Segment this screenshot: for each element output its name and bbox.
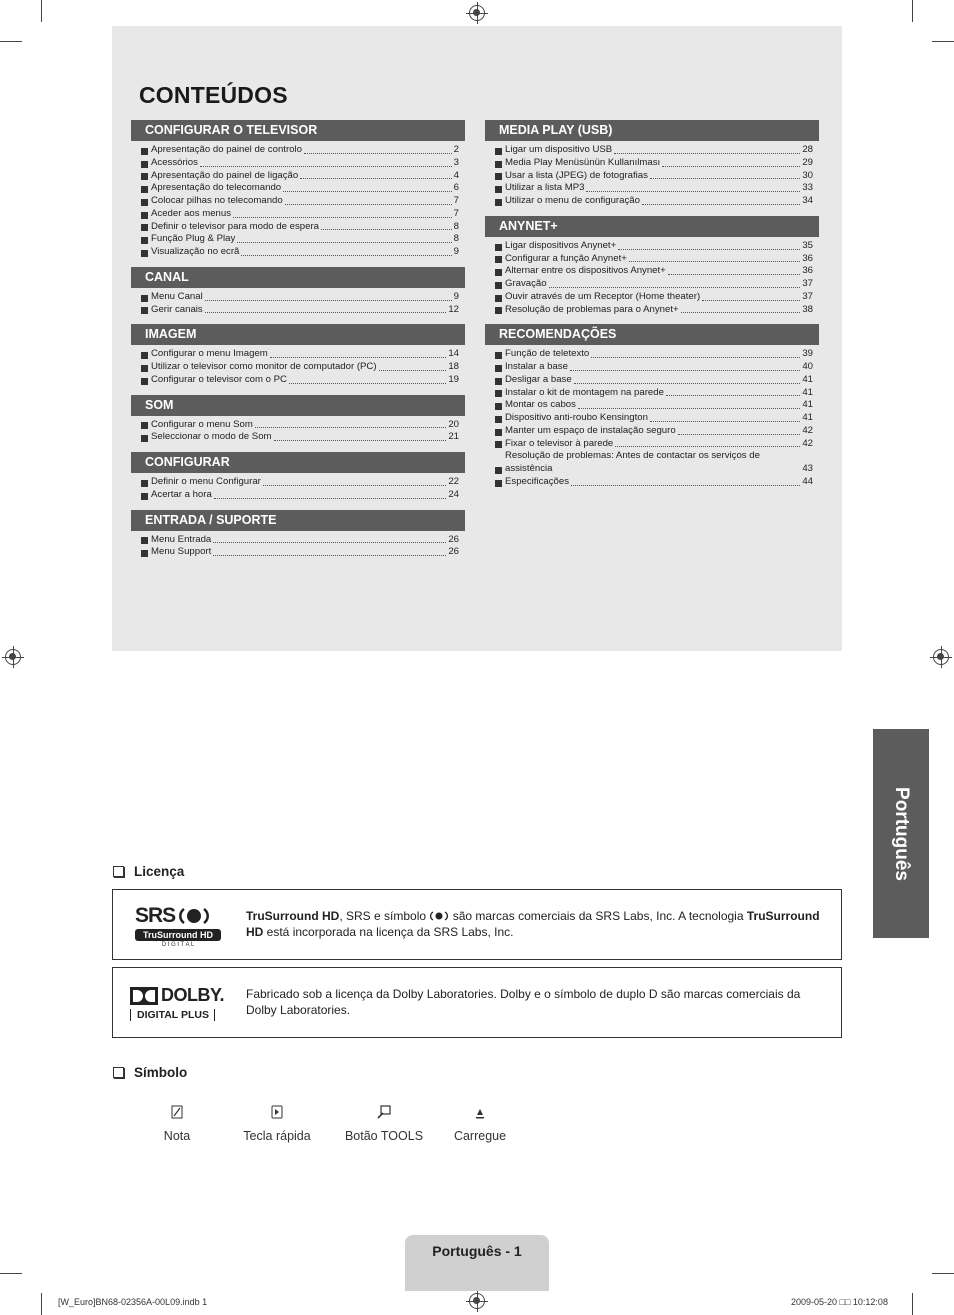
toc-entry[interactable]	[141, 546, 459, 559]
dot-leader	[681, 312, 801, 313]
toc-entry[interactable]	[495, 240, 813, 253]
toc-entry[interactable]	[495, 374, 813, 387]
toc-entry[interactable]	[495, 438, 813, 451]
toc-entry-page: 24	[448, 488, 459, 500]
toc-entry-title: Apresentação do painel de controlo	[151, 144, 302, 155]
symbol-press: Carregue	[445, 1105, 515, 1143]
press-icon	[475, 1105, 485, 1119]
square-bullet-icon	[141, 365, 148, 372]
toc-entry-title: Configurar o menu Imagem	[151, 348, 268, 360]
dot-leader	[241, 255, 451, 256]
section-heading: MEDIA PLAY (USB)	[485, 120, 819, 141]
square-bullet-icon	[495, 161, 502, 168]
toc-entry[interactable]	[495, 278, 813, 291]
dot-leader	[213, 542, 446, 543]
dot-leader	[650, 421, 800, 422]
toc-entry-title: Montar os cabos	[505, 399, 576, 411]
square-bullet-icon	[495, 269, 502, 276]
toc-entry-title: Configurar a função Anynet+	[505, 252, 627, 264]
dot-leader	[586, 191, 800, 192]
footer-timestamp: 2009-05-20 □□ 10:12:08	[791, 1297, 888, 1307]
toc-entry[interactable]	[495, 361, 813, 374]
crop-mark	[41, 1293, 42, 1315]
toc-entry-title: Apresentação do telecomando	[151, 182, 282, 194]
toc-entry-title: Menu Entrada	[151, 533, 212, 545]
toc-entry[interactable]	[141, 431, 459, 444]
srs-license-text: TruSurround HD, SRS e símbolo são marcas comerciais da SRS Labs, Inc. A tecnologia TruSurround HD está incorporada na licença da SRS Labs, Inc.	[246, 909, 820, 939]
toc-entry-page: 35	[802, 239, 813, 251]
crop-mark	[932, 1273, 954, 1274]
square-bullet-icon	[141, 212, 148, 219]
square-bullet-icon	[495, 352, 502, 359]
dot-leader	[237, 242, 451, 243]
toc-entry[interactable]	[495, 450, 813, 476]
square-bullet-icon	[141, 493, 148, 500]
toc-entry[interactable]	[141, 246, 459, 259]
toc-entry-page: 9	[453, 290, 459, 302]
crop-mark	[912, 1293, 913, 1315]
square-bullet-icon	[495, 282, 502, 289]
toc-entry[interactable]	[495, 476, 813, 489]
square-bullet-icon	[141, 148, 148, 155]
toc-entry-title: Função de teletexto	[505, 348, 590, 360]
toc-entry-page: 42	[802, 424, 813, 436]
toc-entry-title: Desligar a base	[505, 373, 572, 385]
toc-entry-page: 26	[448, 546, 459, 558]
section-items	[485, 237, 819, 317]
toc-entry-title: Instalar a base	[505, 361, 568, 372]
square-bullet-icon	[495, 441, 502, 448]
square-bullet-icon	[141, 422, 148, 429]
square-bullet-icon	[495, 173, 502, 180]
section-heading: IMAGEM	[131, 324, 465, 345]
toc-entry-title: Aceder aos menus	[151, 207, 231, 219]
square-bullet-icon	[495, 429, 502, 436]
square-bullet-icon	[141, 199, 148, 206]
dot-leader	[615, 446, 800, 447]
toc-entry-page: 41	[802, 386, 813, 398]
toc-entry-page: 28	[802, 144, 813, 155]
square-bullet-icon	[495, 199, 502, 206]
toc-entry-title: Definir o televisor para modo de espera	[151, 220, 319, 232]
toc-entry-page: 21	[448, 431, 459, 443]
toc-entry-page: 39	[802, 348, 813, 360]
toc-entry[interactable]	[495, 348, 813, 361]
toc-entry[interactable]	[141, 304, 459, 317]
dot-leader	[668, 274, 801, 275]
page-number-tab	[405, 1235, 549, 1291]
section-items	[131, 416, 465, 445]
contents-left-column	[131, 120, 465, 567]
section-items	[131, 141, 465, 259]
section-heading: RECOMENDAÇÕES	[485, 324, 819, 345]
toc-entry-title: Colocar pilhas no telecomando	[151, 195, 283, 206]
toc-entry[interactable]	[141, 221, 459, 234]
toc-entry-page: 37	[802, 290, 813, 302]
checkbox-bullet-icon	[113, 866, 124, 877]
dot-leader	[255, 427, 446, 428]
tools-icon	[377, 1105, 391, 1119]
section-heading: ANYNET+	[485, 216, 819, 237]
toc-entry-page: 42	[802, 437, 813, 449]
square-bullet-icon	[141, 378, 148, 385]
toc-entry[interactable]	[495, 157, 813, 170]
dot-leader	[650, 178, 800, 179]
toc-entry-title: Manter um espaço de instalação seguro	[505, 424, 676, 436]
language-tab-label: Português	[891, 786, 912, 881]
toc-entry[interactable]	[141, 170, 459, 183]
square-bullet-icon	[495, 365, 502, 372]
toc-entry[interactable]	[495, 425, 813, 438]
dot-leader	[274, 440, 447, 441]
square-bullet-icon	[495, 378, 502, 385]
toc-entry-page: 9	[453, 246, 459, 257]
square-bullet-icon	[495, 244, 502, 251]
toc-entry[interactable]	[495, 144, 813, 157]
dot-leader	[614, 153, 800, 154]
section-items	[485, 141, 819, 208]
dot-leader	[205, 312, 447, 313]
toc-entry[interactable]	[141, 476, 459, 489]
dot-leader	[618, 249, 800, 250]
square-bullet-icon	[495, 403, 502, 410]
dolby-logo: DOLBY. DIGITAL PLUS	[130, 985, 230, 1021]
dot-leader	[321, 229, 452, 230]
section-items	[131, 473, 465, 502]
toc-entry-page: 18	[448, 361, 459, 372]
toc-entry-page: 2	[453, 144, 459, 155]
toc-entry[interactable]	[141, 291, 459, 304]
toc-entry[interactable]	[495, 412, 813, 425]
toc-entry-page: 34	[802, 195, 813, 206]
toc-entry-page: 44	[802, 475, 813, 487]
toc-entry[interactable]	[495, 304, 813, 317]
symbol-quick-key: Tecla rápida	[237, 1105, 317, 1143]
toc-entry-page: 7	[453, 195, 459, 206]
toc-entry[interactable]	[141, 534, 459, 547]
toc-entry-page: 41	[802, 373, 813, 385]
dot-leader	[678, 434, 801, 435]
toc-entry[interactable]	[141, 144, 459, 157]
toc-entry[interactable]	[141, 208, 459, 221]
toc-entry-title: Resolução de problemas: Antes de contactar os serviços de assistência	[505, 450, 760, 474]
toc-entry[interactable]	[495, 399, 813, 412]
toc-entry-page: 4	[453, 169, 459, 181]
registration-mark-icon	[469, 5, 485, 21]
dot-leader	[666, 395, 800, 396]
toc-entry-page: 43	[802, 463, 813, 474]
toc-entry[interactable]	[495, 265, 813, 278]
toc-entry-title: Menu Support	[151, 546, 212, 558]
toc-entry-title: Ligar um dispositivo USB	[505, 144, 613, 155]
toc-entry-title: Especificações	[505, 475, 569, 487]
dot-leader	[285, 204, 452, 205]
toc-entry-title: Usar a lista (JPEG) de fotografias	[505, 169, 648, 181]
dot-leader	[213, 555, 446, 556]
square-bullet-icon	[495, 467, 502, 474]
dot-leader	[570, 370, 800, 371]
srs-logo: SRS TruSurround HD D I G I T A L	[135, 904, 225, 948]
dolby-license-box	[112, 967, 842, 1038]
toc-entry-title: Visualização no ecrã	[151, 246, 240, 257]
toc-entry[interactable]	[141, 348, 459, 361]
symbols-heading: Símbolo	[113, 1065, 187, 1080]
square-bullet-icon	[495, 186, 502, 193]
dolby-license-text: Fabricado sob a licença da Dolby Laboratories. Dolby e o símbolo de duplo D são marcas comerciais da Dolby Laboratories.	[246, 987, 801, 1017]
toc-entry-title: Utilizar o televisor como monitor de computador (PC)	[151, 361, 377, 372]
crop-mark	[0, 1273, 22, 1274]
toc-entry-title: Função Plug & Play	[151, 233, 236, 245]
section-items	[485, 345, 819, 488]
square-bullet-icon	[141, 237, 148, 244]
registration-mark-icon	[469, 1293, 485, 1309]
toc-entry-title: Ligar dispositivos Anynet+	[505, 239, 617, 251]
toc-entry-title: Apresentação do painel de ligação	[151, 169, 299, 181]
note-icon	[171, 1105, 183, 1119]
square-bullet-icon	[495, 295, 502, 302]
toc-entry-page: 30	[802, 169, 813, 181]
dot-leader	[574, 383, 801, 384]
toc-entry-page: 14	[448, 348, 459, 360]
toc-entry-title: Gerir canais	[151, 303, 203, 315]
toc-entry[interactable]	[141, 157, 459, 170]
toc-entry-title: Acertar a hora	[151, 488, 212, 500]
srs-license-box	[112, 889, 842, 960]
toc-entry-page: 12	[448, 303, 459, 315]
dot-leader	[300, 178, 451, 179]
square-bullet-icon	[141, 250, 148, 257]
page-title: CONTEÚDOS	[139, 82, 288, 108]
toc-entry-page: 40	[802, 361, 813, 372]
toc-entry-page: 3	[453, 156, 459, 168]
section-heading: ENTRADA / SUPORTE	[131, 510, 465, 531]
dot-leader	[205, 300, 452, 301]
toc-entry-page: 19	[448, 373, 459, 385]
toc-entry-page: 22	[448, 476, 459, 487]
dot-leader	[702, 300, 800, 301]
toc-entry-page: 20	[448, 418, 459, 430]
srs-symbol-icon	[430, 911, 448, 921]
toc-entry-page: 26	[448, 533, 459, 545]
toc-entry[interactable]	[495, 195, 813, 208]
toc-entry[interactable]	[141, 374, 459, 387]
square-bullet-icon	[141, 537, 148, 544]
page-number: Português - 1	[432, 1243, 522, 1259]
toc-entry-title: Utilizar a lista MP3	[505, 182, 585, 194]
square-bullet-icon	[141, 352, 148, 359]
section-heading: SOM	[131, 395, 465, 416]
square-bullet-icon	[495, 307, 502, 314]
toc-entry-title: Instalar o kit de montagem na parede	[505, 386, 664, 398]
square-bullet-icon	[141, 307, 148, 314]
square-bullet-icon	[141, 161, 148, 168]
crop-mark	[912, 0, 913, 22]
double-d-icon	[130, 987, 158, 1005]
toc-entry-title: Fixar o televisor à parede	[505, 437, 614, 449]
square-bullet-icon	[495, 480, 502, 487]
toc-entry-title: Configurar o televisor com o PC	[151, 373, 287, 385]
toc-entry-title: Definir o menu Configurar	[151, 476, 261, 487]
section-items	[131, 531, 465, 560]
dot-leader	[379, 370, 447, 371]
footer-file-info: [W_Euro]BN68-02356A-00L09.indb 1	[58, 1297, 208, 1307]
toc-entry-title: Utilizar o menu de configuração	[505, 195, 640, 206]
dot-leader	[578, 408, 800, 409]
license-heading: Licença	[113, 864, 184, 879]
crop-mark	[41, 0, 42, 22]
dot-leader	[642, 204, 800, 205]
toc-entry-title: Gravação	[505, 278, 547, 289]
dot-leader	[214, 498, 447, 499]
dot-leader	[629, 261, 800, 262]
toc-entry-title: Acessórios	[151, 156, 198, 168]
toc-entry-title: Menu Canal	[151, 290, 203, 302]
toc-entry-page: 38	[802, 303, 813, 315]
dot-leader	[304, 153, 452, 154]
section-heading: CANAL	[131, 267, 465, 288]
language-tab	[873, 729, 929, 938]
dot-leader	[289, 383, 446, 384]
dot-leader	[549, 287, 801, 288]
toc-entry-page: 7	[453, 207, 459, 219]
dot-leader	[200, 166, 452, 167]
symbol-note: Nota	[147, 1105, 207, 1143]
toc-entry-page: 29	[802, 156, 813, 168]
toc-entry-page: 6	[453, 182, 459, 194]
square-bullet-icon	[141, 435, 148, 442]
section-items	[131, 288, 465, 317]
toc-entry-page: 36	[802, 252, 813, 264]
toc-entry-title: Seleccionar o modo de Som	[151, 431, 272, 443]
toc-entry[interactable]	[141, 233, 459, 246]
square-bullet-icon	[141, 295, 148, 302]
dot-leader	[270, 357, 447, 358]
square-bullet-icon	[141, 173, 148, 180]
dot-leader	[571, 485, 800, 486]
toc-entry[interactable]	[141, 182, 459, 195]
square-bullet-icon	[141, 550, 148, 557]
toc-entry[interactable]	[495, 387, 813, 400]
toc-entry-page: 33	[802, 182, 813, 194]
toc-entry[interactable]	[495, 170, 813, 183]
toc-entry[interactable]	[141, 195, 459, 208]
toc-entry-title: Alternar entre os dispositivos Anynet+	[505, 265, 666, 277]
dot-leader	[233, 217, 452, 218]
toc-entry-title: Resolução de problemas para o Anynet+	[505, 303, 679, 315]
dot-leader	[591, 357, 800, 358]
toc-entry-page: 41	[802, 412, 813, 423]
square-bullet-icon	[495, 390, 502, 397]
square-bullet-icon	[495, 256, 502, 263]
dot-leader	[283, 191, 452, 192]
contents-right-column	[485, 120, 819, 497]
toc-entry-page: 37	[802, 278, 813, 289]
toc-entry-title: Media Play Menüsünün Kullanılması	[505, 156, 661, 168]
checkbox-bullet-icon	[113, 1067, 124, 1078]
toc-entry-title: Dispositivo anti-roubo Kensington	[505, 412, 648, 423]
square-bullet-icon	[495, 148, 502, 155]
toc-entry-title: Ouvir através de um Receptor (Home theater)	[505, 290, 701, 302]
quick-key-icon	[271, 1105, 283, 1119]
toc-entry[interactable]	[495, 182, 813, 195]
toc-entry[interactable]	[141, 419, 459, 432]
section-heading: CONFIGURAR O TELEVISOR	[131, 120, 465, 141]
registration-mark-icon	[5, 649, 21, 665]
square-bullet-icon	[141, 480, 148, 487]
symbol-tools: Botão TOOLS	[339, 1105, 429, 1143]
toc-entry-page: 8	[453, 233, 459, 245]
crop-mark	[932, 41, 954, 42]
dot-leader	[263, 485, 446, 486]
dot-leader	[662, 166, 800, 167]
toc-entry[interactable]	[141, 361, 459, 374]
toc-entry-page: 36	[802, 265, 813, 277]
toc-entry-page: 41	[802, 399, 813, 411]
square-bullet-icon	[141, 186, 148, 193]
crop-mark	[0, 41, 22, 42]
toc-entry[interactable]	[495, 253, 813, 266]
toc-entry-title: Configurar o menu Som	[151, 418, 253, 430]
section-items	[131, 345, 465, 386]
toc-entry[interactable]	[495, 291, 813, 304]
toc-entry[interactable]	[141, 489, 459, 502]
square-bullet-icon	[495, 416, 502, 423]
section-heading: CONFIGURAR	[131, 452, 465, 473]
toc-entry-page: 8	[453, 220, 459, 232]
square-bullet-icon	[141, 224, 148, 231]
registration-mark-icon	[933, 649, 949, 665]
